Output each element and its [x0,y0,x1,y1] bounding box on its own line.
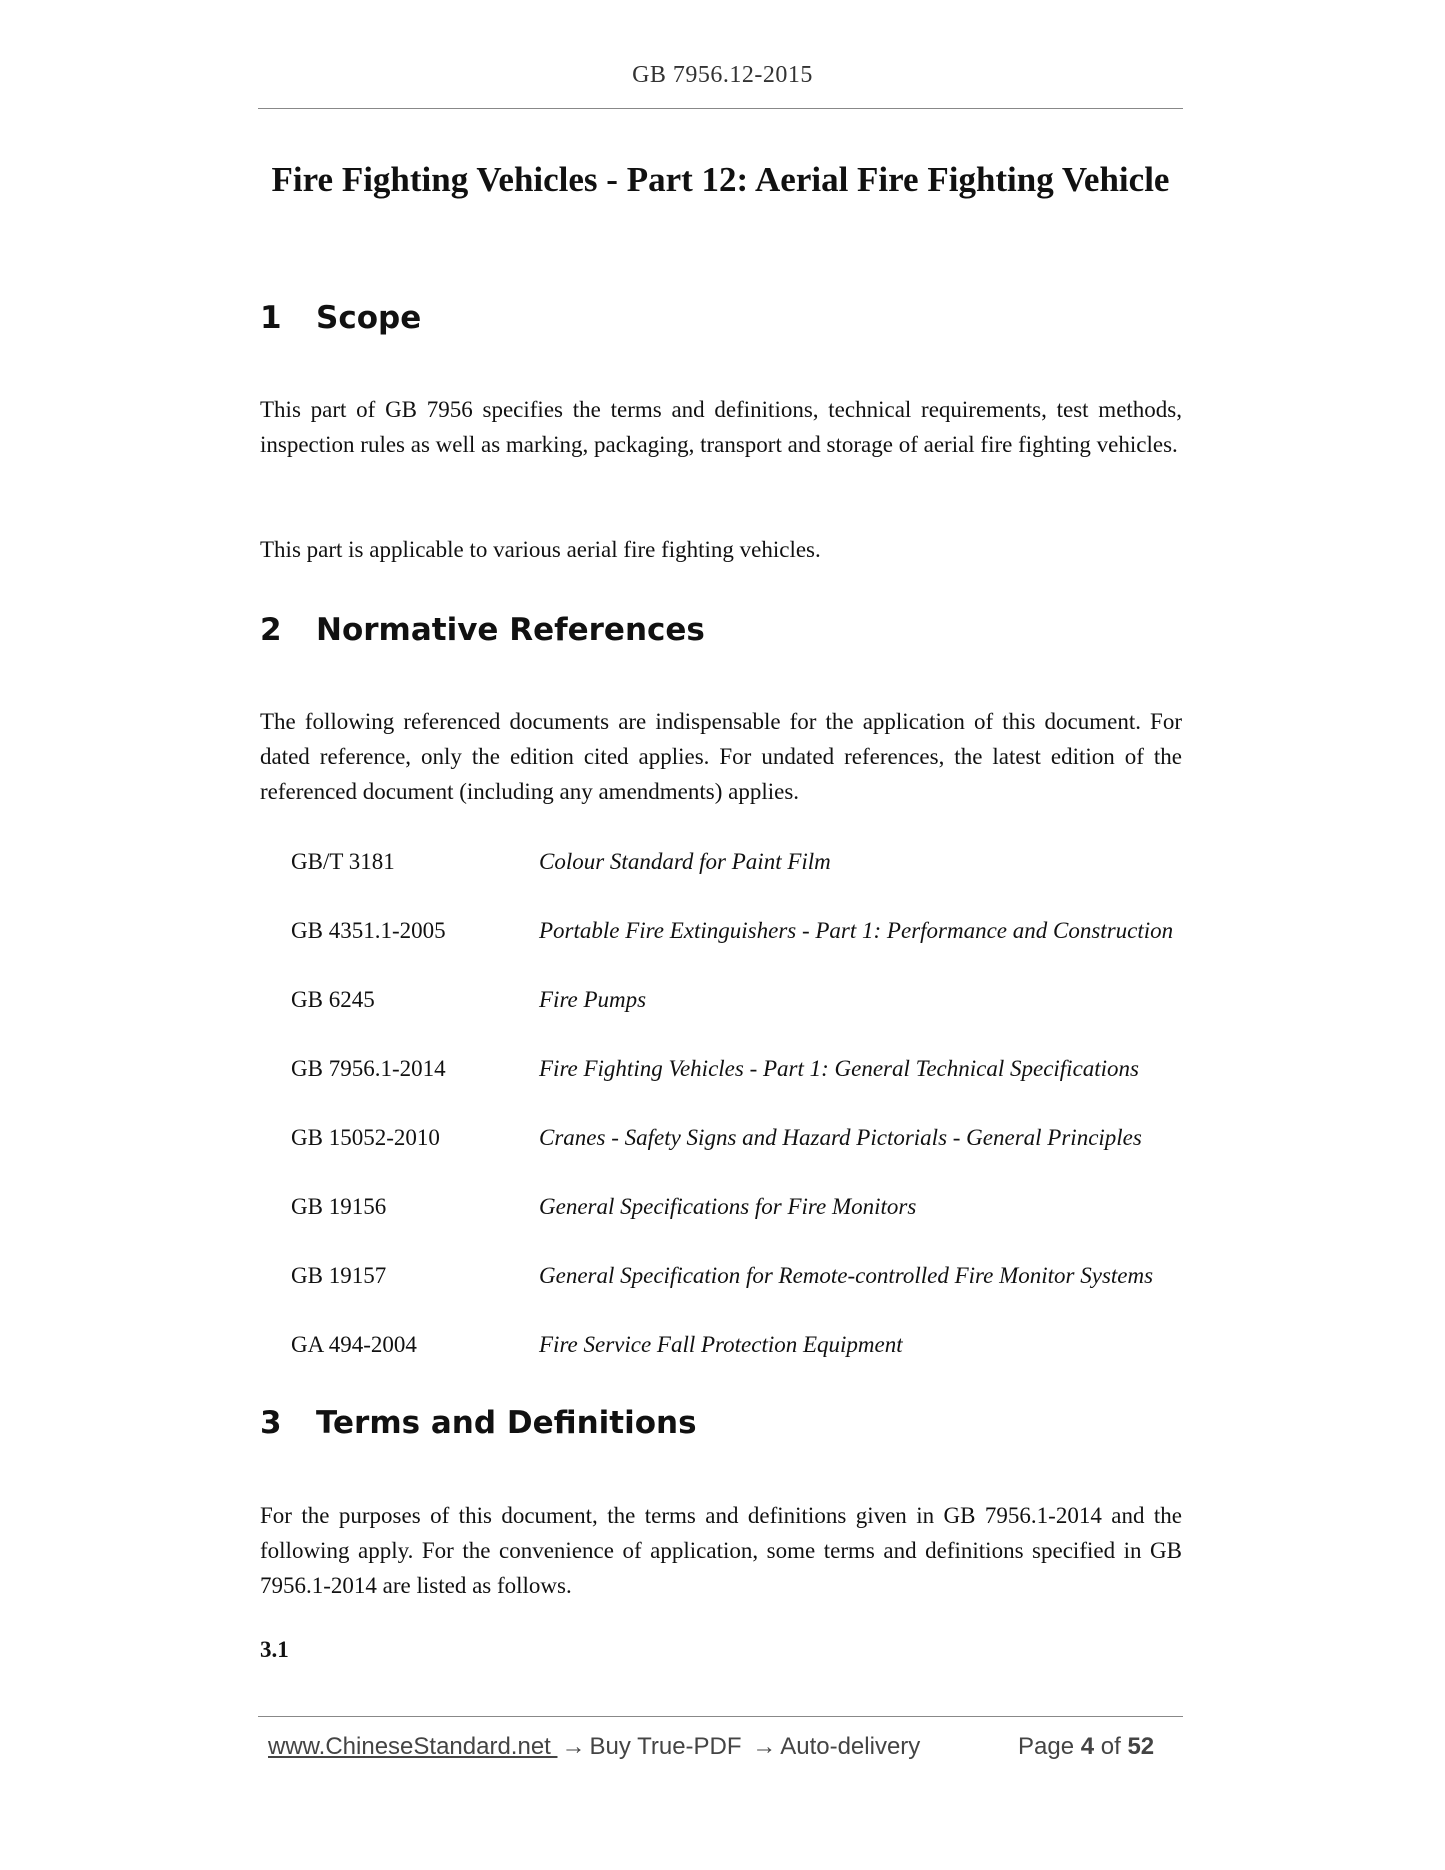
scope-paragraph-2: This part is applicable to various aerial fire fighting vehicles. [260,537,821,562]
reference-title: Fire Pumps [539,987,647,1012]
footer-divider [258,1716,1183,1717]
clause-number: 3.1 [260,1637,289,1662]
reference-code: GB 19156 [291,1194,387,1219]
page-title: Fire Fighting Vehicles - Part 12: Aerial Fire Fighting Vehicle [271,160,1170,199]
buy-pdf-text: Buy True-PDF [589,1733,742,1760]
section-number: 3 [260,1405,282,1441]
reference-code: GB 4351.1-2005 [291,918,446,943]
section-title: Scope [316,300,422,336]
section-1-heading [260,300,421,336]
reference-title: General Specification for Remote-controlled Fire Monitor Systems [539,1263,1154,1288]
section-2-heading [260,612,705,648]
page-indicator [1018,1733,1154,1761]
reference-title: Colour Standard for Paint Film [539,849,831,874]
auto-delivery-text: Auto-delivery [780,1733,921,1760]
terms-intro-paragraph: For the purposes of this document, the terms and definitions given in GB 7956.1-2014 and the following apply. For the convenience of application, some terms and definitions specified in GB 7956.1-2014 are listed as follows. [260,1503,1182,1598]
reference-code: GA 494-2004 [291,1332,417,1357]
reference-title: Fire Fighting Vehicles - Part 1: General Technical Specifications [539,1056,1140,1081]
reference-code: GB 19157 [291,1263,387,1288]
section-title: Terms and Definitions [316,1405,697,1441]
reference-code: GB/T 3181 [291,849,395,874]
section-number: 2 [260,612,282,648]
arrow-right-icon: → [561,1733,586,1760]
section-title: Normative References [316,612,705,648]
reference-title: Portable Fire Extinguishers - Part 1: Performance and Construction [539,918,1174,943]
page-total: 52 [1127,1733,1155,1760]
reference-code: GB 7956.1-2014 [291,1056,446,1081]
reference-code: GB 15052-2010 [291,1125,440,1150]
arrow-right-icon: → [752,1733,777,1760]
header-standard-code: GB 7956.12-2015 [632,62,813,88]
page-of-label: of [1100,1733,1121,1760]
reference-title: Fire Service Fall Protection Equipment [539,1332,903,1357]
page-label: Page [1018,1733,1075,1760]
reference-title: General Specifications for Fire Monitors [539,1194,917,1219]
reference-title: Cranes - Safety Signs and Hazard Pictorials - General Principles [539,1125,1142,1150]
reference-code: GB 6245 [291,987,375,1012]
scope-paragraph-1: This part of GB 7956 specifies the terms and definitions, technical requirements, test methods, inspection rules as well as marking, packaging, transport and storage of aerial fire fighting vehicles. [260,397,1182,457]
page-current: 4 [1080,1733,1095,1760]
section-number: 1 [260,300,282,336]
section-3-heading [260,1405,697,1441]
website-link[interactable]: www.ChineseStandard.net [268,1733,558,1760]
references-intro-paragraph: The following referenced documents are indispensable for the application of this document. For dated reference, only the edition cited applies. For undated references, the latest edition of the referenced document (including any amendments) applies. [260,709,1182,804]
header-divider [258,108,1183,109]
footer-promo [268,1733,920,1761]
